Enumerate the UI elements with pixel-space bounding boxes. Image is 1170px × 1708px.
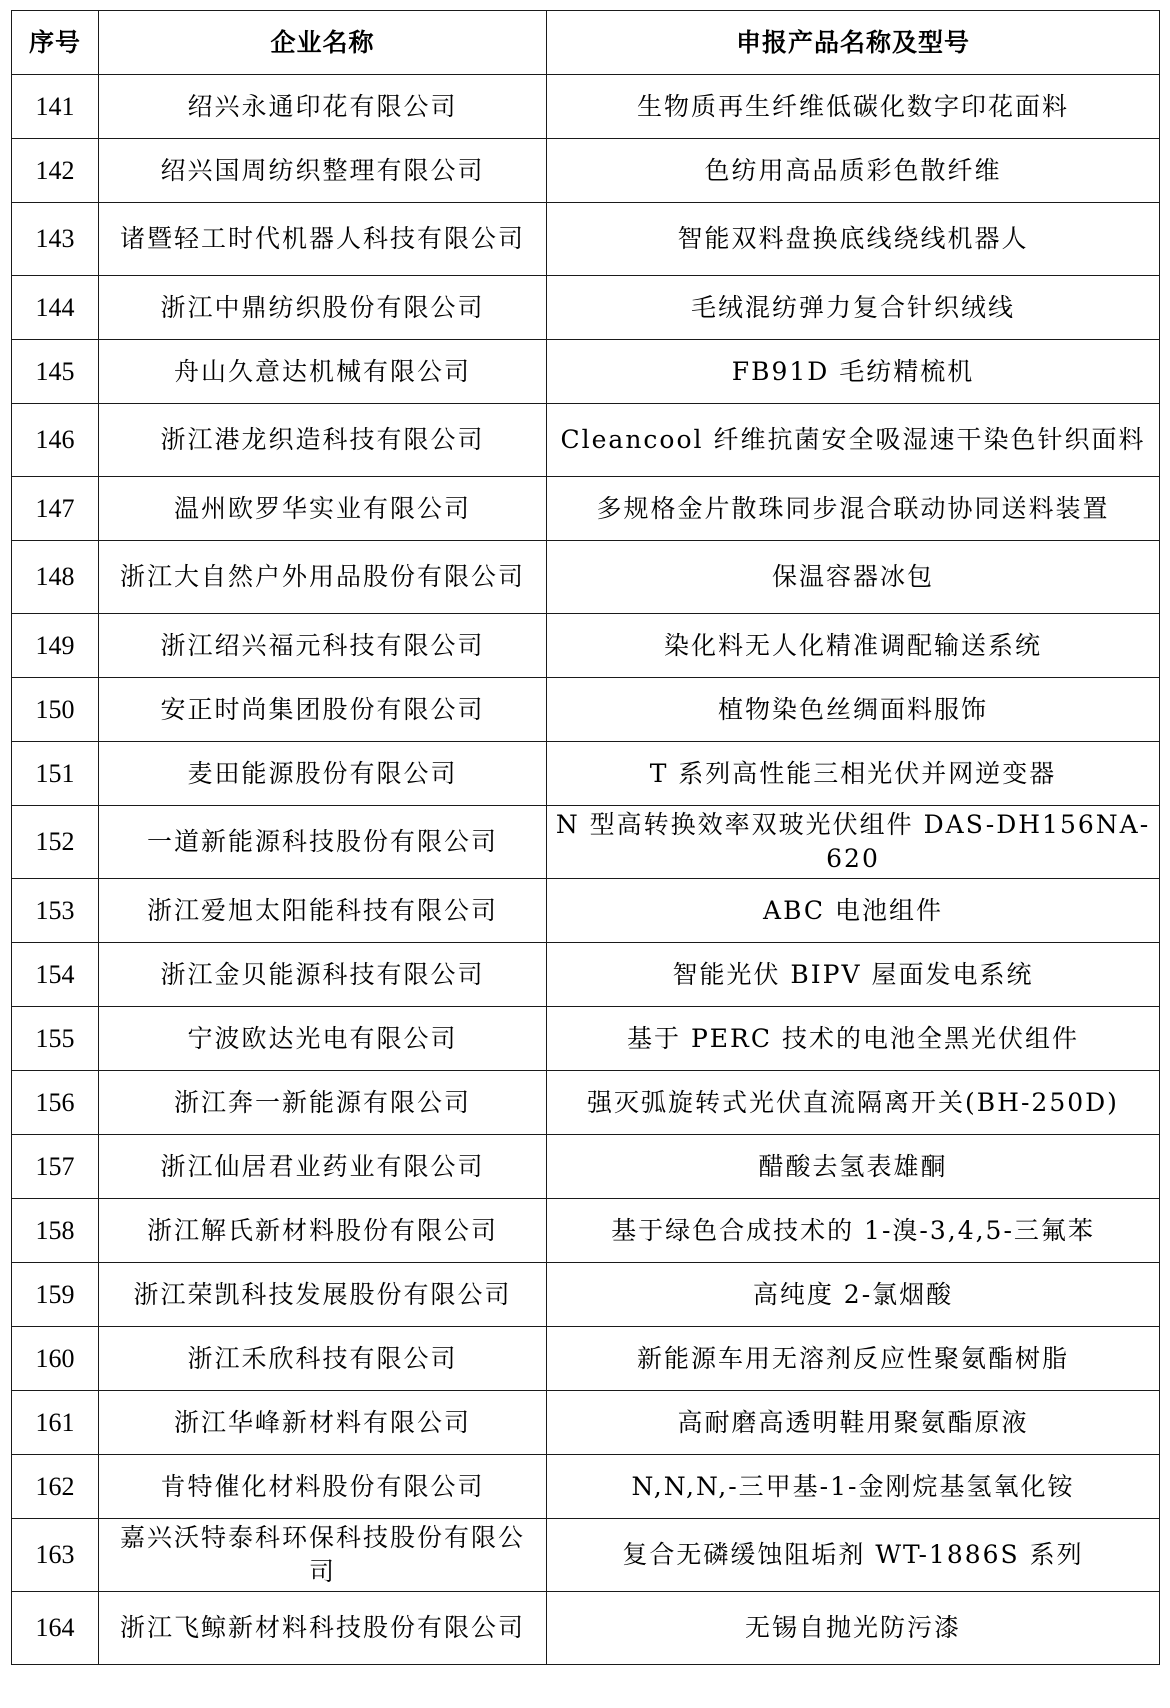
table-row (12, 678, 1160, 742)
company-name-cell: 嘉兴沃特泰科环保科技股份有限公司 (99, 1519, 547, 1592)
product-name-cell: 强灭弧旋转式光伏直流隔离开关(BH-250D) (547, 1071, 1160, 1135)
serial-number-cell: 152 (12, 806, 99, 879)
table-row (12, 1592, 1160, 1665)
table-row (12, 541, 1160, 614)
serial-number-cell: 141 (12, 75, 99, 139)
company-name-cell: 浙江爱旭太阳能科技有限公司 (99, 879, 547, 943)
table-row (12, 1199, 1160, 1263)
table-row (12, 1071, 1160, 1135)
table-row (12, 340, 1160, 404)
serial-number-cell: 154 (12, 943, 99, 1007)
product-name-cell: FB91D 毛纺精梳机 (547, 340, 1160, 404)
product-name-cell: 基于绿色合成技术的 1-溴-3,4,5-三氟苯 (547, 1199, 1160, 1263)
company-name-cell: 浙江金贝能源科技有限公司 (99, 943, 547, 1007)
company-name-cell: 安正时尚集团股份有限公司 (99, 678, 547, 742)
table-row (12, 1519, 1160, 1592)
table-header-row (12, 11, 1160, 75)
table-row (12, 139, 1160, 203)
serial-number-cell: 159 (12, 1263, 99, 1327)
company-name-cell: 舟山久意达机械有限公司 (99, 340, 547, 404)
company-name-cell: 浙江港龙织造科技有限公司 (99, 404, 547, 477)
table-row (12, 943, 1160, 1007)
product-name-cell: 高纯度 2-氯烟酸 (547, 1263, 1160, 1327)
table-row (12, 742, 1160, 806)
serial-number-cell: 149 (12, 614, 99, 678)
company-name-cell: 浙江仙居君业药业有限公司 (99, 1135, 547, 1199)
serial-number-cell: 160 (12, 1327, 99, 1391)
company-name-cell: 浙江禾欣科技有限公司 (99, 1327, 547, 1391)
company-name-cell: 绍兴永通印花有限公司 (99, 75, 547, 139)
product-name-cell: 保温容器冰包 (547, 541, 1160, 614)
company-name-cell: 诸暨轻工时代机器人科技有限公司 (99, 203, 547, 276)
serial-number-cell: 142 (12, 139, 99, 203)
table-row (12, 1007, 1160, 1071)
table-row (12, 203, 1160, 276)
company-name-cell: 肯特催化材料股份有限公司 (99, 1455, 547, 1519)
table-row (12, 1391, 1160, 1455)
table-row (12, 1135, 1160, 1199)
product-name-cell: 色纺用高品质彩色散纤维 (547, 139, 1160, 203)
serial-number-cell: 163 (12, 1519, 99, 1592)
company-name-cell: 浙江奔一新能源有限公司 (99, 1071, 547, 1135)
serial-number-cell: 145 (12, 340, 99, 404)
company-name-cell: 温州欧罗华实业有限公司 (99, 477, 547, 541)
product-name-cell: T 系列高性能三相光伏并网逆变器 (547, 742, 1160, 806)
product-name-cell: N,N,N,-三甲基-1-金刚烷基氢氧化铵 (547, 1455, 1160, 1519)
product-name-cell: 基于 PERC 技术的电池全黑光伏组件 (547, 1007, 1160, 1071)
serial-number-cell: 162 (12, 1455, 99, 1519)
serial-number-cell: 144 (12, 276, 99, 340)
document-page (11, 10, 1159, 1665)
serial-number-cell: 157 (12, 1135, 99, 1199)
serial-number-cell: 147 (12, 477, 99, 541)
product-name-cell: 复合无磷缓蚀阻垢剂 WT-1886S 系列 (547, 1519, 1160, 1592)
table-row (12, 276, 1160, 340)
table-row (12, 1455, 1160, 1519)
serial-number-cell: 158 (12, 1199, 99, 1263)
company-name-cell: 浙江中鼎纺织股份有限公司 (99, 276, 547, 340)
product-name-cell: 毛绒混纺弹力复合针织绒线 (547, 276, 1160, 340)
company-name-cell: 浙江荣凯科技发展股份有限公司 (99, 1263, 547, 1327)
table-row (12, 404, 1160, 477)
table-row (12, 1263, 1160, 1327)
company-name-cell: 麦田能源股份有限公司 (99, 742, 547, 806)
product-name-cell: 无锡自抛光防污漆 (547, 1592, 1160, 1665)
company-name-cell: 浙江大自然户外用品股份有限公司 (99, 541, 547, 614)
table-row (12, 879, 1160, 943)
serial-number-cell: 153 (12, 879, 99, 943)
company-name-cell: 浙江华峰新材料有限公司 (99, 1391, 547, 1455)
header-product-name: 申报产品名称及型号 (547, 11, 1160, 75)
product-name-cell: 生物质再生纤维低碳化数字印花面料 (547, 75, 1160, 139)
company-name-cell: 浙江绍兴福元科技有限公司 (99, 614, 547, 678)
product-name-cell: 醋酸去氢表雄酮 (547, 1135, 1160, 1199)
header-company-name: 企业名称 (99, 11, 547, 75)
product-name-cell: 植物染色丝绸面料服饰 (547, 678, 1160, 742)
serial-number-cell: 161 (12, 1391, 99, 1455)
product-name-cell: 多规格金片散珠同步混合联动协同送料装置 (547, 477, 1160, 541)
product-name-cell: Cleancool 纤维抗菌安全吸湿速干染色针织面料 (547, 404, 1160, 477)
serial-number-cell: 148 (12, 541, 99, 614)
product-name-cell: 智能光伏 BIPV 屋面发电系统 (547, 943, 1160, 1007)
serial-number-cell: 150 (12, 678, 99, 742)
table-row (12, 614, 1160, 678)
table-row (12, 1327, 1160, 1391)
product-name-cell: ABC 电池组件 (547, 879, 1160, 943)
company-name-cell: 浙江飞鲸新材料科技股份有限公司 (99, 1592, 547, 1665)
serial-number-cell: 143 (12, 203, 99, 276)
company-name-cell: 浙江解氏新材料股份有限公司 (99, 1199, 547, 1263)
serial-number-cell: 164 (12, 1592, 99, 1665)
product-name-cell: 新能源车用无溶剂反应性聚氨酯树脂 (547, 1327, 1160, 1391)
product-name-cell: N 型高转换效率双玻光伏组件 DAS-DH156NA-620 (547, 806, 1160, 879)
serial-number-cell: 146 (12, 404, 99, 477)
company-name-cell: 宁波欧达光电有限公司 (99, 1007, 547, 1071)
table-row (12, 477, 1160, 541)
company-name-cell: 一道新能源科技股份有限公司 (99, 806, 547, 879)
serial-number-cell: 151 (12, 742, 99, 806)
product-name-cell: 高耐磨高透明鞋用聚氨酯原液 (547, 1391, 1160, 1455)
company-name-cell: 绍兴国周纺织整理有限公司 (99, 139, 547, 203)
table-row (12, 806, 1160, 879)
header-serial-number: 序号 (12, 11, 99, 75)
product-name-cell: 智能双料盘换底线绕线机器人 (547, 203, 1160, 276)
table-row (12, 75, 1160, 139)
serial-number-cell: 156 (12, 1071, 99, 1135)
serial-number-cell: 155 (12, 1007, 99, 1071)
enterprise-product-table (11, 10, 1160, 1665)
product-name-cell: 染化料无人化精准调配输送系统 (547, 614, 1160, 678)
